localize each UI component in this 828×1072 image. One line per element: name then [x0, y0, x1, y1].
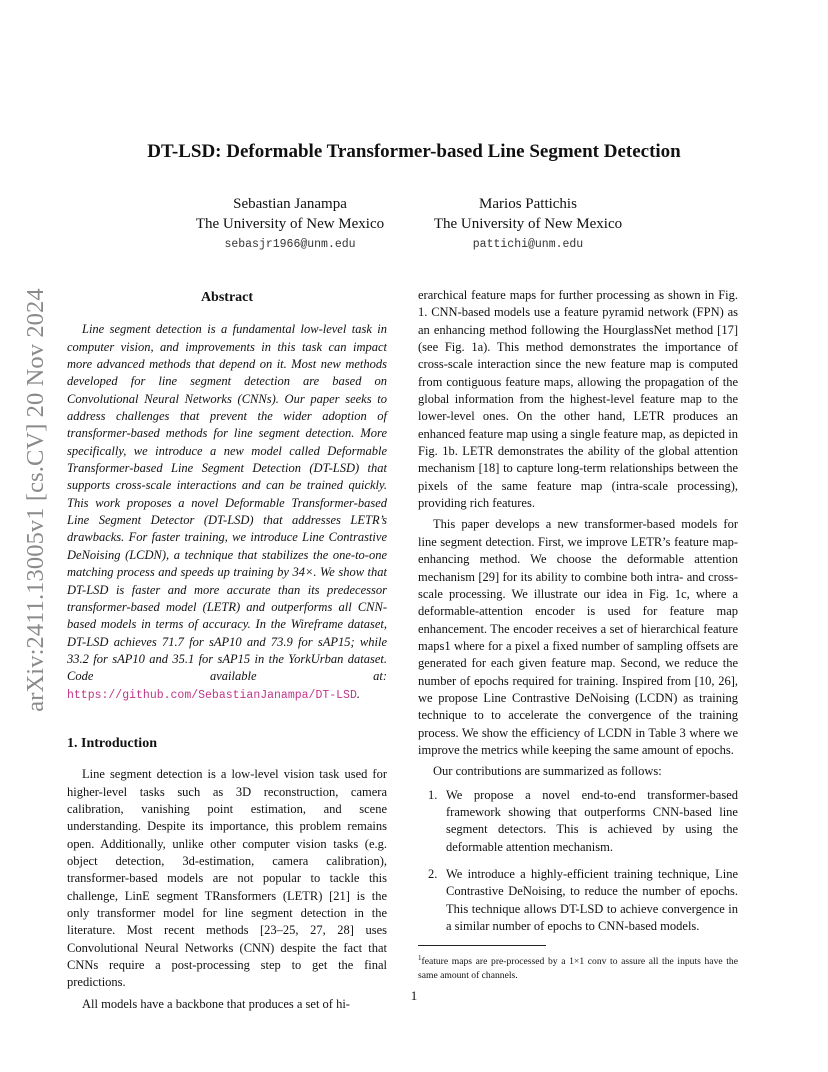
list-number: 1. — [428, 787, 438, 802]
abstract-end: . — [356, 686, 360, 701]
right-column — [418, 287, 738, 982]
abstract-body: Line segment detection is a fundamental low-level task in computer vision, and improvements in this task can impact more advanced methods that depend on it. Most new methods developed for line segment detection are based on Convolutional Neural Networks (CNNs). Our paper seeks to address challenges that prevent the wider adoption of transformer-based methods for line segment detection. More specifically, we introduce a new model called Deformable Transformer-based Line Segment Detection (DT-LSD) that supports cross-scale interactions and can be trained quickly. This work proposes a novel Deformable Transformer-based Line Segment Detector (DT-LSD) that addresses LETR’s drawbacks. For faster training, we introduce Line Contrastive DeNoising (LCDN), a technique that stabilizes the one-to-one matching process and speeds up training by 34×. We show that DT-LSD is faster and more accurate than its predecessor transformer-based model (LETR) and outperforms all CNN-based models in terms of accuracy. In the Wireframe dataset, DT-LSD achieves 71.7 for sAP10 and 73.9 for sAP15; while 33.2 for sAP10 and 35.1 for sAP15 in the YorkUrban dataset. Code available at: — [67, 322, 387, 684]
abstract-text — [67, 321, 387, 704]
footnote-text: feature maps are pre-processed by a 1×1 conv to assure all the inputs have the same amount of channels. — [418, 956, 738, 981]
author-block — [378, 194, 678, 255]
intro-paragraph-2-start: All models have a backbone that produces a set of hi- — [82, 996, 350, 1011]
footnote-mark: 1 — [418, 954, 422, 963]
footnote-divider — [418, 945, 546, 946]
author-email[interactable]: pattichi@unm.edu — [472, 238, 584, 251]
author-email[interactable]: sebasjr1966@unm.edu — [224, 238, 356, 251]
contributions-list — [418, 787, 738, 936]
intro-paragraph-4: Our contributions are summarized as follows: — [433, 764, 662, 779]
list-text: We propose a novel end-to-end transformer-based framework showing that outperforms CNN-based line segment detectors. This is achieved by using the deformable attention mechanism. — [446, 787, 738, 854]
list-number: 2. — [428, 867, 438, 881]
list-item — [418, 787, 738, 856]
page-number: 1 — [410, 988, 418, 1003]
section-heading-introduction: 1. Introduction — [67, 735, 157, 751]
list-item — [418, 866, 738, 935]
left-column — [67, 287, 387, 1013]
author-name: Marios Pattichis — [479, 196, 577, 212]
arxiv-identifier: arXiv:2411.13005v1 [cs.CV] 20 Nov 2024 — [22, 288, 49, 712]
code-link[interactable]: https://github.com/SebastianJanampa/DT-LSD — [67, 688, 357, 702]
author-name: Sebastian Janampa — [233, 196, 347, 212]
intro-paragraph-1: Line segment detection is a low-level vision task used for higher-level tasks such as 3D reconstruction, camera calibration, vanishing point estimation, and scene understanding. Despite its importance, this problem remains open. Additionally, unlike other computer vision tasks (e.g. object detection, 3d-estimation, camera calibration), transformer-based models are not popular to tackle this challenge, LinE segment TRansformers (LETR) [21] is the only transformer model for line segment detection in the literature. Most recent methods [23–25, 27, 28] uses Convolutional Neural Networks (CNN) despite the fact that CNNs require a post-processing step to get the final predictions. — [67, 767, 387, 990]
paper-title: DT-LSD: Deformable Transformer-based Line Segment Detection — [147, 141, 681, 162]
intro-paragraph-3: This paper develops a new transformer-based models for line segment detection. First, we improve LETR’s feature map-enhancing method. We choose the deformable attention mechanism [29] for its ability to combine both intra- and cross-scale processing. We illustrate our idea in Fig. 1c, where a deformable-attention encoder is used for feature map enhancement. The encoder receives a set of hierarchical feature maps1 where for a pixel a fixed number of sampling offsets are generated for each given feature map. Second, we reduce the number of epochs required for training. Inspired from [10, 26], we propose Line Contrastive DeNoising (LCDN) as training technique to to accelerate the convergence of the training process. We show the efficiency of LCDN in Table 3 where we improve the metrics while keeping the same amount of epochs. — [418, 517, 738, 757]
abstract-heading: Abstract — [200, 290, 254, 305]
footnote — [418, 952, 738, 981]
author-affiliation: The University of New Mexico — [195, 216, 385, 232]
list-text: We introduce a highly-efficient training technique, Line Contrastive DeNoising, to reduce the number of epochs. This technique allows DT-LSD to achieve convergence in a similar number of epochs to CNN-based models. — [446, 867, 738, 934]
author-affiliation: The University of New Mexico — [433, 216, 623, 232]
arxiv-sidebar — [14, 240, 58, 760]
intro-paragraph-2-continued: erarchical feature maps for further processing as shown in Fig. 1. CNN-based models use a feature pyramid network (FPN) as an enhancing method following the HourglassNet method [17] (see Fig. 1a). This method demonstrates the importance of cross-scale interaction since the new feature map is computed from contiguous feature maps, allowing the propagation of the global information from the highest-level feature map to the lower-level ones. On the other hand, LETR produces an enhanced feature map using a single feature map, as depicted in Fig. 1b. LETR demonstrates the ability of the global attention mechanism [18] to capture long-term relationships between the pixels of the same feature map (intra-scale processing), providing rich features. — [418, 288, 738, 511]
